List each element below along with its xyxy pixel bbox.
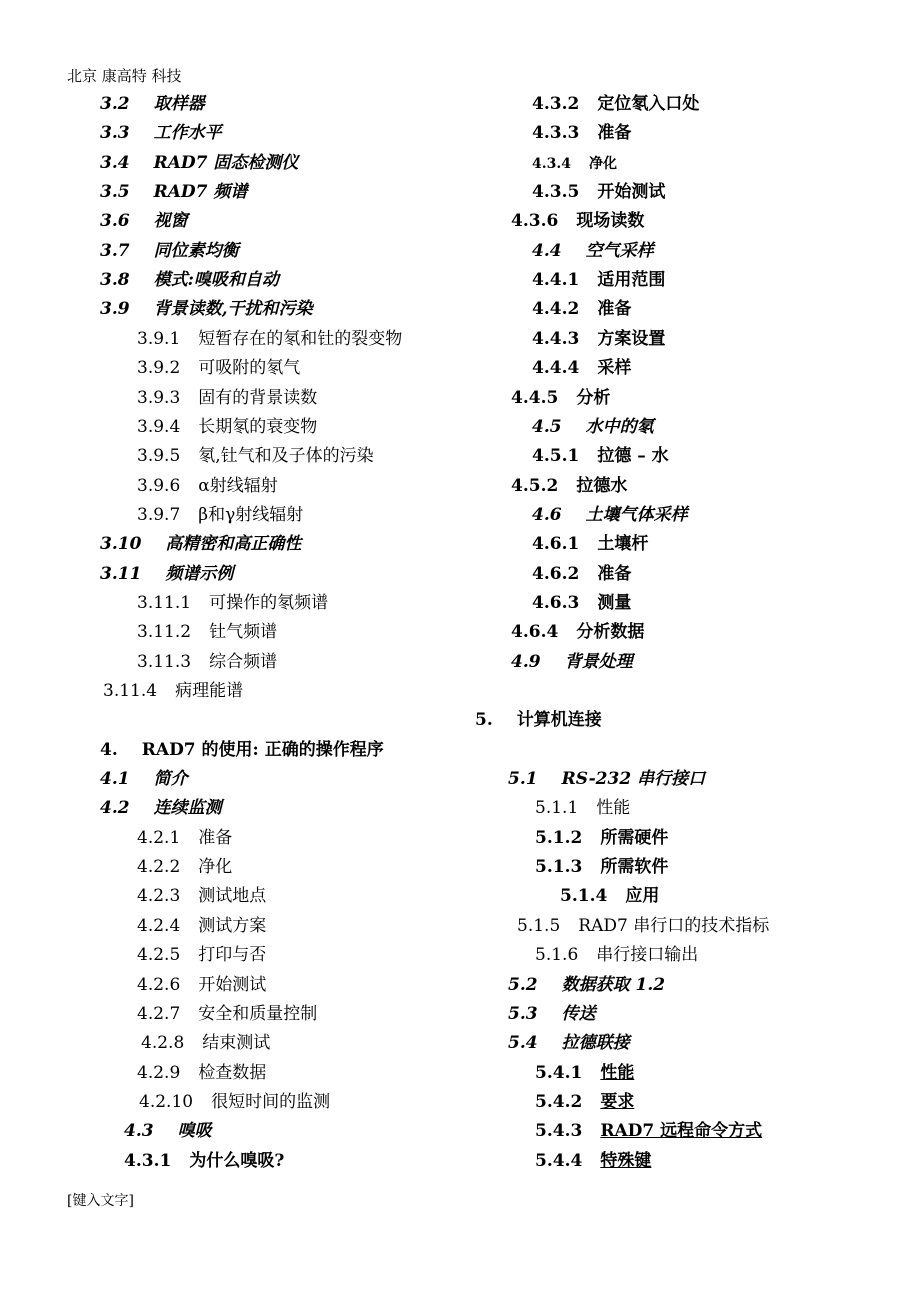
toc-entry-number: 3.9.1 [137,328,181,349]
toc-entry-title: 取样器 [153,94,205,114]
toc-entry-number: 5.1.5 [517,915,561,936]
toc-entry-title: 适用范围 [597,270,666,291]
toc-entry-title: 测试方案 [198,915,267,936]
toc-entry [511,618,644,647]
toc-entry-title: 氡,钍气和及子体的污染 [198,446,374,467]
toc-entry [532,295,631,324]
toc-entry [137,384,317,413]
toc-entry [137,1000,317,1029]
toc-entry-title: RAD7 远程命令方式 [600,1121,763,1142]
toc-entry-title: 特殊键 [600,1150,652,1171]
toc-entry-number: 3.8 [100,270,130,291]
toc-entry [137,882,266,911]
toc-entry-title: 病理能谱 [175,681,244,701]
toc-entry-title: 同位素均衡 [153,240,239,261]
toc-entry-number: 4. [100,739,118,760]
toc-entry-title: 分析数据 [576,622,645,643]
toc-entry [535,824,668,853]
toc-entry-number: 4.6.3 [532,592,580,613]
toc-entry [100,90,205,119]
toc-entry-title: 拉德水 [576,475,628,496]
toc-entry [137,853,232,882]
toc-entry-title: 性能 [596,798,631,819]
toc-entry-number: 5.4.1 [535,1062,583,1083]
toc-entry [532,560,631,589]
toc-entry-title: 计算机连接 [516,710,602,731]
toc-entry-number: 5.4.3 [535,1121,583,1142]
toc-entry [100,560,233,589]
toc-entry-title: 方案设置 [597,328,666,349]
toc-entry-title: 净化 [588,155,617,172]
toc-entry [124,1117,212,1146]
toc-entry-title: 工作水平 [153,123,222,144]
toc-entry-title: 打印与否 [198,945,267,966]
toc-entry [508,1029,630,1058]
toc-entry-number: 3.10 [100,534,142,555]
page-footer: [键入文字] [67,1193,134,1209]
toc-entry-number: 5.1.6 [535,945,579,966]
toc-entry [137,648,277,677]
toc-entry [511,384,610,413]
toc-entry-number: 4.4.5 [511,387,559,408]
toc-entry-title: 净化 [198,857,233,878]
toc-entry-number: 4.2.3 [137,886,181,907]
toc-entry-number: 4.6.1 [532,534,580,555]
toc-entry-title: 开始测试 [198,974,267,995]
toc-entry [532,149,617,178]
toc-entry-title: RAD7 固态检测仪 [153,152,299,173]
toc-entry-title: 串行接口输出 [596,945,699,966]
toc-entry-number: 5.1.4 [560,886,608,907]
toc-entry-title: 土壤杆 [597,534,649,555]
toc-entry-title: 简介 [153,769,188,790]
toc-entry-title: 拉德 – 水 [597,446,669,467]
toc-entry-title: 分析 [576,387,611,408]
toc-entry-title: 固有的背景读数 [198,387,318,408]
toc-entry [535,794,630,823]
toc-entry [100,207,188,236]
toc-entry-number: 3.6 [100,211,130,232]
toc-entry-title: 现场读数 [576,211,645,232]
toc-entry [535,941,698,970]
toc-entry [517,912,769,941]
toc-entry-number: 4.3.1 [124,1150,172,1171]
toc-entry-title: 应用 [625,886,660,907]
toc-entry-number: 3.11.1 [137,592,192,613]
toc-entry-number: 3.9.4 [137,416,181,437]
toc-entry-number: 4.2.6 [137,974,181,995]
toc-entry-number: 4.2.8 [141,1033,185,1054]
toc-entry [532,325,665,354]
toc-entry-title: 土壤气体采样 [585,504,688,525]
toc-entry-title: 视窗 [153,211,188,232]
toc-entry-title: 开始测试 [597,182,666,203]
toc-entry [535,1059,634,1088]
toc-entry-title: 背景处理 [564,651,633,672]
toc-entry-number: 4.3.5 [532,182,580,203]
toc-entry [100,794,222,823]
toc-entry [103,677,243,706]
toc-entry [475,706,602,735]
toc-entry-title: 钍气频谱 [209,622,278,643]
toc-entry-title: 可吸附的氡气 [198,358,301,379]
toc-entry-title: 所需软件 [600,857,669,878]
toc-entry-number: 4.5.2 [511,475,559,496]
toc-entry [532,354,631,383]
toc-entry [532,237,654,266]
toc-entry-title: 检查数据 [198,1062,267,1083]
toc-entry-number: 4.6 [532,504,562,525]
toc-entry-number: 3.9.3 [137,387,181,408]
toc-entry-title: 采样 [597,358,632,379]
toc-entry [137,325,402,354]
toc-entry [532,442,669,471]
toc-entry [137,971,266,1000]
toc-entry [137,589,328,618]
toc-entry-title: 准备 [597,299,632,320]
toc-entry [100,119,222,148]
toc-entry-title: 为什么嗅吸? [189,1150,285,1171]
toc-entry-number: 5.4.4 [535,1150,583,1171]
toc-entry [511,207,644,236]
toc-entry-title: 性能 [600,1062,635,1083]
toc-entry-number: 4.2.9 [137,1062,181,1083]
toc-entry-title: 模式:嗅吸和自动 [153,270,279,291]
toc-entry-number: 5. [475,710,493,731]
toc-entry [137,413,317,442]
toc-entry [137,472,278,501]
toc-entry [100,266,279,295]
toc-entry-title: 连续监测 [153,798,222,819]
toc-entry [532,413,654,442]
toc-entry-title: 长期氡的衰变物 [198,416,318,437]
toc-entry-number: 5.2 [508,974,538,995]
toc-entry-number: 4.3.6 [511,211,559,232]
toc-entry [100,295,313,324]
toc-entry-number: 3.9.5 [137,446,181,467]
toc-entry-number: 4.1 [100,769,130,790]
toc-entry [100,178,247,207]
toc-entry [535,1147,651,1176]
toc-entry-title: α射线辐射 [198,475,278,496]
toc-entry-number: 5.3 [508,1003,538,1024]
toc-entry [100,765,188,794]
toc-entry-number: 3.9.7 [137,504,181,525]
toc-entry-title: 准备 [597,123,632,144]
toc-entry-number: 3.11.4 [103,681,158,701]
toc-entry-number: 3.9.2 [137,358,181,379]
toc-entry-title: 空气采样 [585,240,654,261]
toc-entry-number: 4.6.4 [511,622,559,643]
toc-entry-number: 4.2.1 [137,827,181,848]
toc-entry [511,472,627,501]
toc-entry [532,530,648,559]
toc-entry [532,178,665,207]
toc-entry-title: 准备 [597,563,632,584]
toc-entry-title: RS-232 串行接口 [561,769,706,790]
toc-entry-number: 4.3.2 [532,94,580,114]
toc-entry-number: 4.2.2 [137,857,181,878]
toc-entry-number: 5.1.1 [535,798,579,819]
toc-entry-title: 嗅吸 [177,1121,212,1142]
toc-entry-title: β和γ射线辐射 [198,504,304,525]
toc-entry-title: 测量 [597,592,632,613]
toc-entry-number: 4.9 [511,651,541,672]
toc-entry-title: 准备 [198,827,233,848]
toc-entry [139,1088,330,1117]
toc-entry-number: 3.11.3 [137,651,192,672]
toc-entry [100,237,239,266]
toc-entry-number: 4.2.5 [137,945,181,966]
toc-entry [137,1059,266,1088]
toc-entry [100,530,301,559]
toc-entry-title: 传送 [561,1003,596,1024]
toc-entry-number: 4.4 [532,240,562,261]
toc-entry-number: 3.5 [100,182,130,203]
toc-entry-title: 水中的氡 [585,416,654,437]
toc-entry-number: 5.1 [508,769,538,790]
toc-entry [535,1088,634,1117]
toc-entry-title: 短暂存在的氡和钍的裂变物 [198,328,403,349]
toc-entry-title: 要求 [600,1091,635,1112]
toc-entry [535,853,668,882]
toc-entry-title: 所需硬件 [600,827,669,848]
toc-entry [137,824,232,853]
toc-entry-title: 数据获取 1.2 [561,974,666,995]
toc-entry [137,501,303,530]
toc-entry-number: 3.7 [100,240,130,261]
toc-entry [100,736,384,765]
page-header: 北京 康高特 科技 [67,67,182,85]
toc-entry [532,589,631,618]
toc-entry [511,648,633,677]
toc-entry-title: 很短时间的监测 [211,1091,331,1112]
toc-entry-number: 4.4.3 [532,328,580,349]
toc-entry-number: 4.5 [532,416,562,437]
toc-entry [137,941,266,970]
toc-entry [532,119,631,148]
toc-entry-number: 5.1.3 [535,857,583,878]
toc-entry-number: 5.1.2 [535,827,583,848]
toc-entry-number: 3.9.6 [137,475,181,496]
toc-entry [532,501,688,530]
toc-entry [137,442,374,471]
toc-entry [560,882,659,911]
toc-entry-number: 4.6.2 [532,563,580,584]
toc-entry-title: RAD7 的使用: 正确的操作程序 [141,739,384,760]
toc-entry-number: 4.2.7 [137,1003,181,1024]
toc-entry-number: 5.4.2 [535,1091,583,1112]
toc-entry-number: 4.4.1 [532,270,580,291]
toc-entry-title: 测试地点 [198,886,267,907]
toc-entry-number: 4.5.1 [532,446,580,467]
toc-entry [508,765,705,794]
toc-entry [137,912,266,941]
toc-entry [141,1029,270,1058]
toc-entry [508,971,665,1000]
toc-entry-title: 高精密和高正确性 [165,534,302,555]
toc-entry-number: 3.9 [100,299,130,320]
toc-entry [137,354,300,383]
toc-entry-number: 4.3.3 [532,123,580,144]
toc-entry-number: 3.2 [100,94,130,114]
toc-entry [124,1147,284,1176]
toc-entry-number: 3.4 [100,152,130,173]
toc-entry-number: 4.2.4 [137,915,181,936]
toc-entry-title: 拉德联接 [561,1033,630,1054]
toc-entry-number: 4.3 [124,1121,154,1142]
toc-entry-title: 综合频谱 [209,651,278,672]
toc-entry-number: 3.11 [100,563,142,584]
toc-entry [100,149,298,178]
toc-entry-number: 4.3.4 [532,155,571,172]
toc-entry [508,1000,596,1029]
toc-entry-title: 背景读数,干扰和污染 [153,299,313,320]
toc-entry-title: 可操作的氡频谱 [209,592,329,613]
toc-entry [532,266,665,295]
toc-entry-number: 4.4.4 [532,358,580,379]
toc-entry [532,90,699,119]
toc-entry-title: 频谱示例 [165,563,234,584]
toc-entry-number: 3.11.2 [137,622,192,643]
toc-entry-title: RAD7 串行口的技术指标 [578,915,770,936]
toc-entry-number: 4.4.2 [532,299,580,320]
toc-entry-title: 定位氡入口处 [597,94,700,114]
toc-entry-title: 安全和质量控制 [198,1003,318,1024]
toc-entry-number: 5.4 [508,1033,538,1054]
toc-entry-number: 4.2 [100,798,130,819]
toc-entry-number: 3.3 [100,123,130,144]
toc-entry [535,1117,762,1146]
toc-entry-title: RAD7 频谱 [153,182,248,203]
toc-entry-title: 结束测试 [202,1033,271,1054]
toc-entry [137,618,277,647]
toc-entry-number: 4.2.10 [139,1091,194,1112]
